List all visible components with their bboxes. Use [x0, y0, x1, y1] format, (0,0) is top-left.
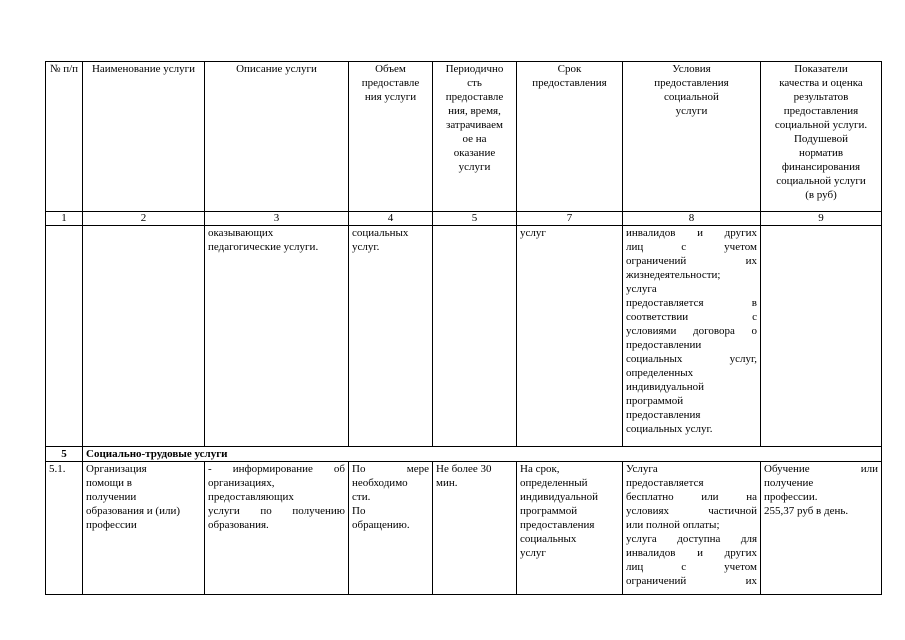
- header-term: Срок предоставления: [517, 62, 623, 212]
- cell-service-volume: По мере необходимо сти. По обращению.: [349, 462, 433, 595]
- header-conditions: Условия предоставления социальной услуги: [623, 62, 761, 212]
- header-periodicity: Периодично сть предоставле ния, время, затрачиваем ое на оказание услуги: [433, 62, 517, 212]
- column-number: 8: [623, 212, 761, 226]
- cell-service-description: - информирование об организациях, предоставляющих услуги по получению образования.: [205, 462, 349, 595]
- section-number: 5: [46, 447, 83, 462]
- column-number: 1: [46, 212, 83, 226]
- header-service-description: Описание услуги: [205, 62, 349, 212]
- cell-periodicity: [433, 226, 517, 447]
- services-table: [45, 61, 882, 595]
- cell-periodicity: Не более 30 мин.: [433, 462, 517, 595]
- header-service-name: Наименование услуги: [83, 62, 205, 212]
- cell-service-volume: социальных услуг.: [349, 226, 433, 447]
- column-number: 9: [761, 212, 882, 226]
- column-numbers-row: [46, 212, 882, 226]
- cell-conditions: Услуга предоставляется бесплатно или на условиях частичной или полной оплаты; услуга доступна для инвалидов и других лиц с учетом ограничений их: [623, 462, 761, 595]
- cell-term: На срок, определенный индивидуальной программой предоставления социальных услуг: [517, 462, 623, 595]
- column-number: 2: [83, 212, 205, 226]
- column-number: 3: [205, 212, 349, 226]
- cell-service-name: [83, 226, 205, 447]
- table-header-row: [46, 62, 882, 212]
- section-title: Социально-трудовые услуги: [83, 447, 882, 462]
- cell-conditions: инвалидов и других лиц с учетом ограничений их жизнедеятельности; услуга предоставляется в соответствии с условиями договора о предоставлении социальных услуг, определенных индивидуальной программой предоставления социальных услуг.: [623, 226, 761, 447]
- header-service-volume: Объем предоставле ния услуги: [349, 62, 433, 212]
- cell-term: услуг: [517, 226, 623, 447]
- cell-number: 5.1.: [46, 462, 83, 595]
- cell-number: [46, 226, 83, 447]
- column-number: 4: [349, 212, 433, 226]
- column-number: 7: [517, 212, 623, 226]
- cell-quality-indicators: [761, 226, 882, 447]
- header-quality-indicators: Показатели качества и оценка результатов предоставления социальной услуги. Подушевой норматив финансирования социальной услуги (в руб): [761, 62, 882, 212]
- cell-quality-indicators: Обучение или получение профессии. 255,37 руб в день.: [761, 462, 882, 595]
- section-row: [46, 447, 882, 462]
- table-row: [46, 462, 882, 595]
- column-number: 5: [433, 212, 517, 226]
- cell-service-name: Организация помощи в получении образования и (или) профессии: [83, 462, 205, 595]
- table-row: [46, 226, 882, 447]
- cell-service-description: оказывающих педагогические услуги.: [205, 226, 349, 447]
- header-number: № п/п: [46, 62, 83, 212]
